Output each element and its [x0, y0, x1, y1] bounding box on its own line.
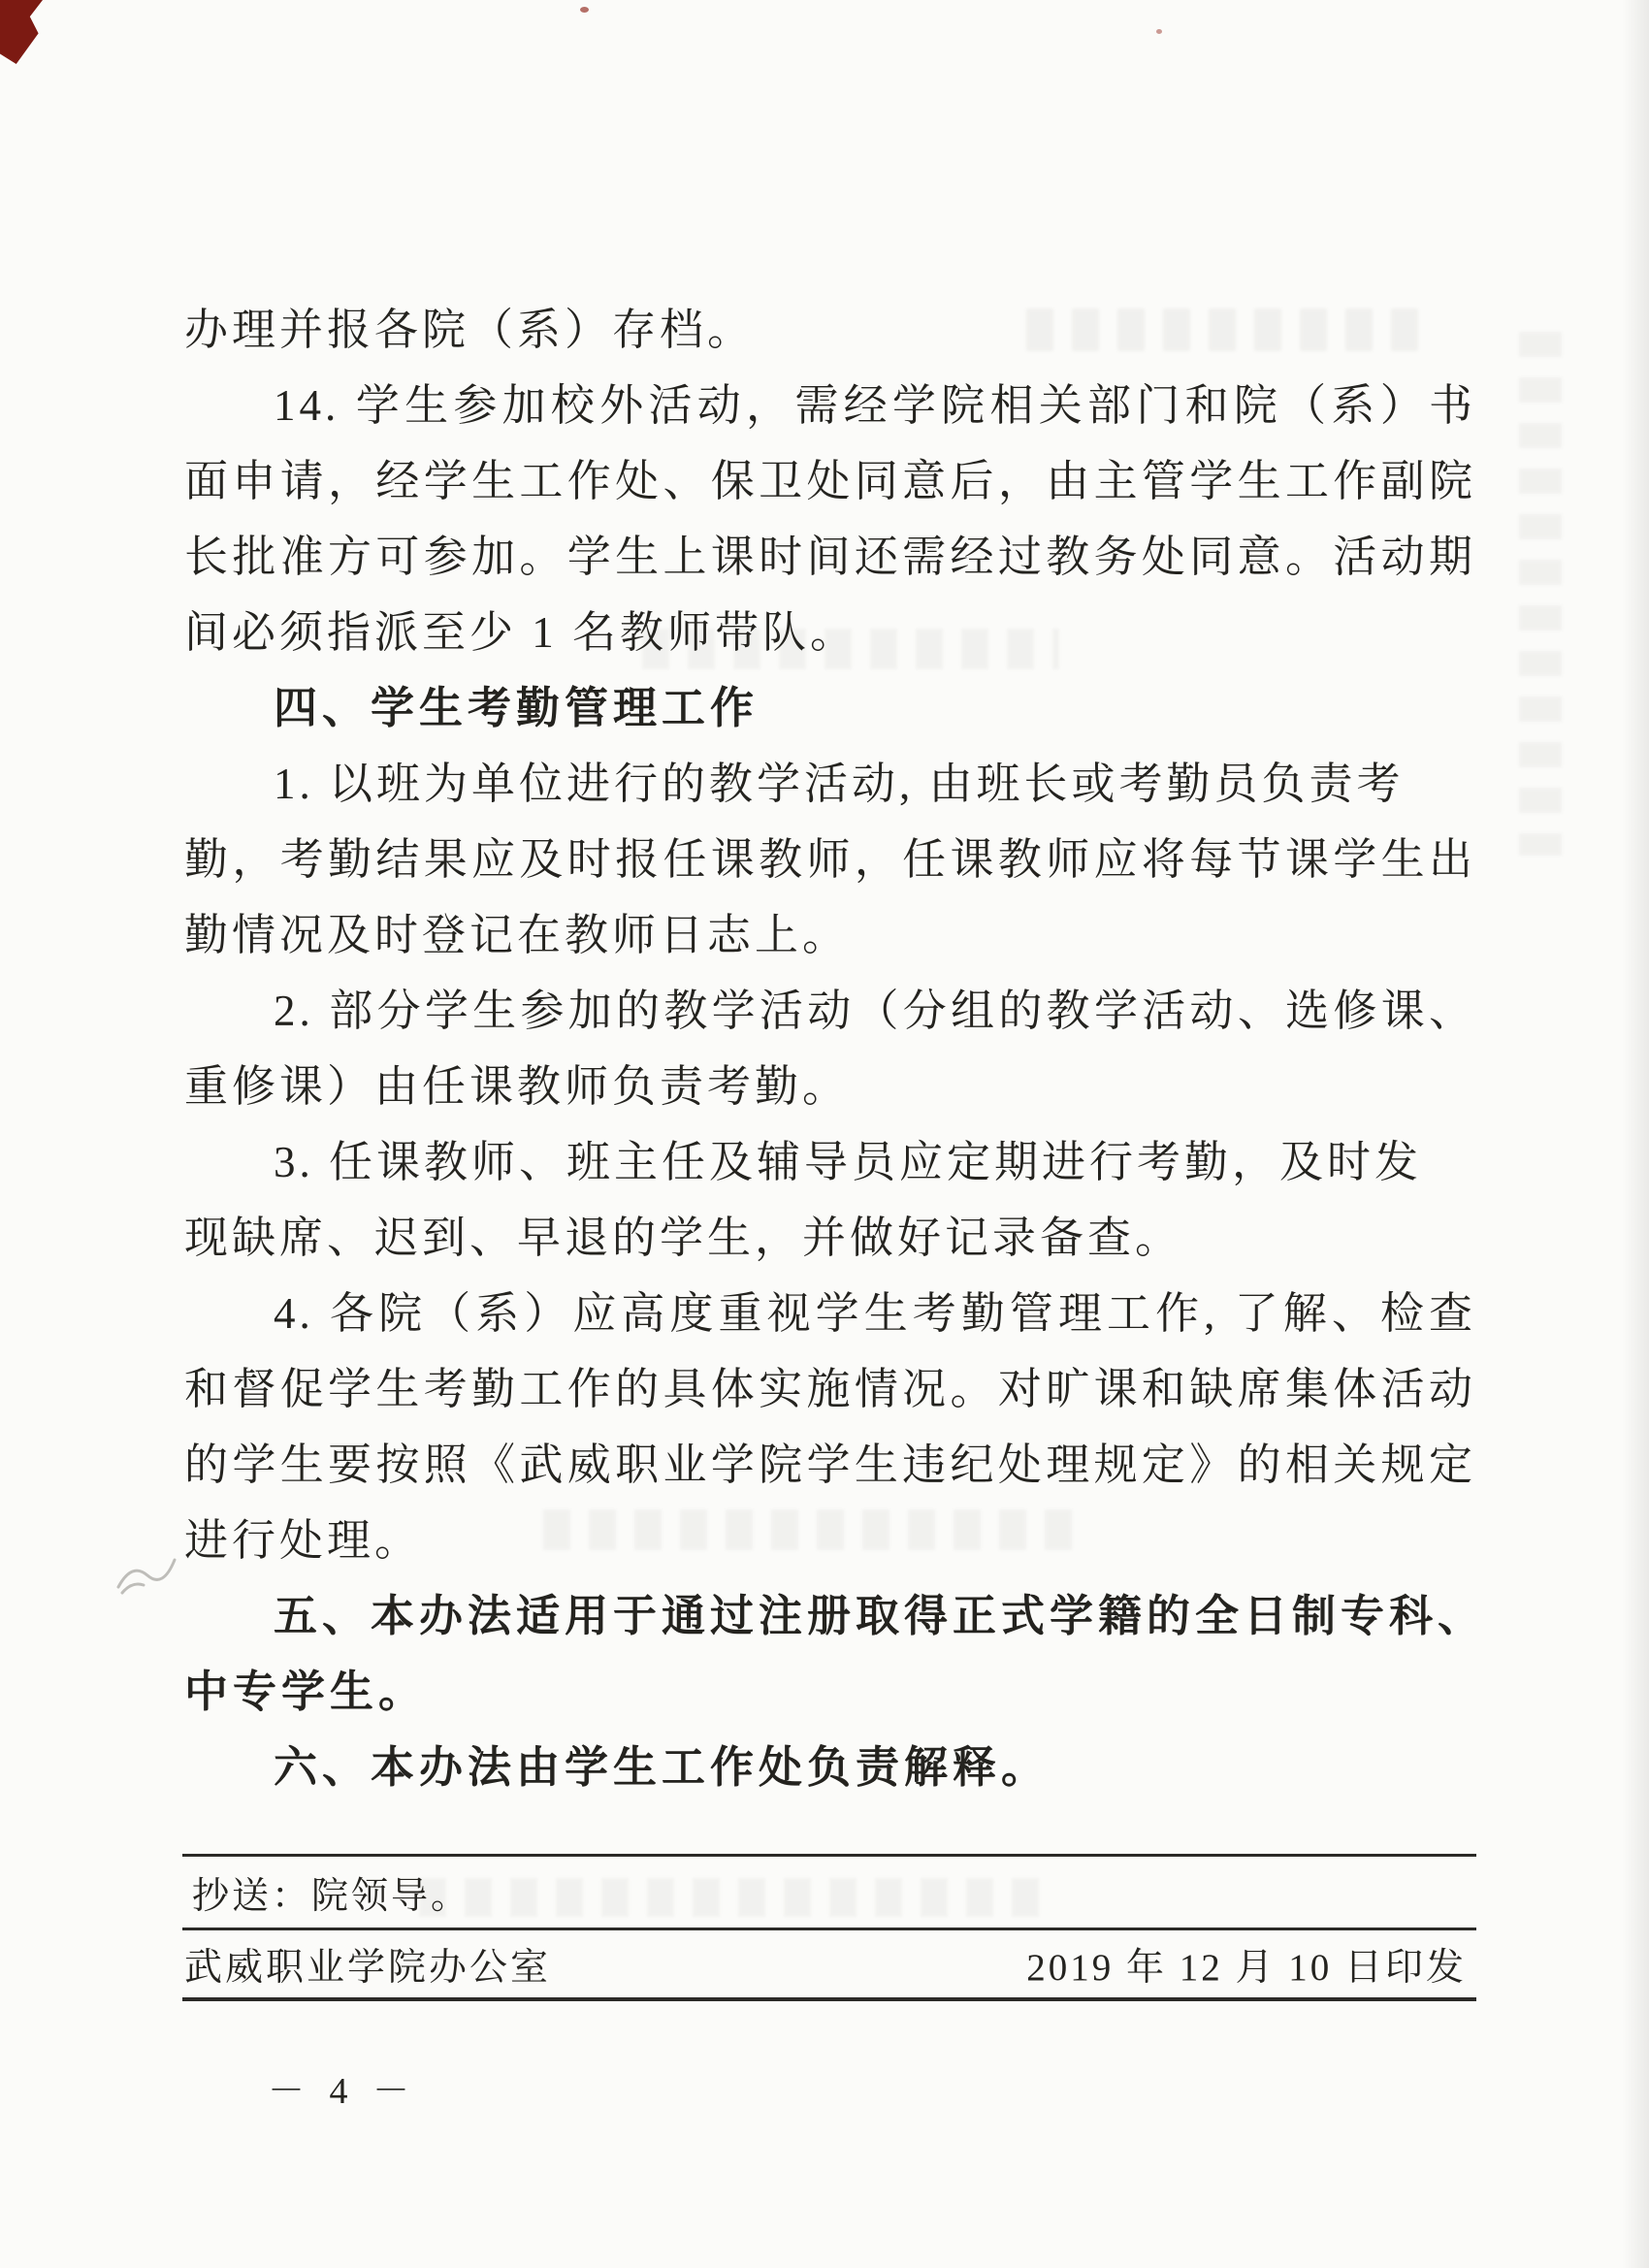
- doc-line: 面申请，经学生工作处、保卫处同意后，由主管学生工作副院: [184, 457, 1476, 505]
- copy-to-line: 抄送：院领导。: [192, 1876, 471, 1917]
- doc-line: 间必须指派至少 1 名教师带队。: [184, 608, 858, 657]
- doc-line: 长批准方可参加。学生上课时间还需经过教务处同意。活动期: [184, 533, 1476, 581]
- doc-line: 勤情况及时登记在教师日志上。: [184, 911, 851, 959]
- bleedthrough-ghost-text: [419, 1878, 1040, 1917]
- section-heading-5: 五、本办法适用于通过注册取得正式学籍的全日制专科、: [274, 1591, 1487, 1640]
- footer-divider-middle: [182, 1928, 1476, 1930]
- doc-line: 重修课）由任课教师负责考勤。: [184, 1062, 851, 1111]
- document-body: [184, 292, 1487, 1805]
- section-heading-6: 六、本办法由学生工作处负责解释。: [274, 1742, 1051, 1792]
- doc-line: 的学生要按照《武威职业学院学生违纪处理规定》的相关规定: [184, 1441, 1476, 1489]
- page-number: － 4 －: [268, 2071, 418, 2112]
- doc-line: 进行处理。: [184, 1516, 423, 1565]
- section-heading-5-continued: 中专学生。: [184, 1667, 428, 1716]
- doc-line: 现缺席、迟到、早退的学生，并做好记录备查。: [184, 1214, 1183, 1262]
- bleedthrough-ghost-text: [1519, 332, 1562, 856]
- footer-divider-bottom: [182, 1997, 1476, 2001]
- pencil-mark: [113, 1548, 184, 1603]
- scan-artifact-red-speck: [580, 7, 589, 13]
- doc-line: 和督促学生考勤工作的具体实施情况。对旷课和缺席集体活动: [184, 1365, 1476, 1413]
- doc-line: 2. 部分学生参加的教学活动（分组的教学活动、选修课、: [274, 987, 1476, 1035]
- footer-divider-top: [182, 1854, 1476, 1857]
- doc-line: 4. 各院（系）应高度重视学生考勤管理工作, 了解、检查: [274, 1289, 1476, 1338]
- issuing-office: 武威职业学院办公室: [184, 1947, 552, 1989]
- section-heading-4: 四、学生考勤管理工作: [274, 683, 760, 732]
- issuer-row: [184, 1941, 1467, 1995]
- doc-line: 1. 以班为单位进行的教学活动, 由班长或考勤员负责考: [274, 760, 1405, 808]
- doc-line: 3. 任课教师、班主任及辅导员应定期进行考勤，及时发: [274, 1138, 1423, 1186]
- print-date: 2019 年 12 月 10 日印发: [1026, 1947, 1467, 1989]
- scan-artifact-red-corner: [0, 0, 43, 64]
- scan-edge-shading: [1622, 0, 1649, 2268]
- doc-line: 办理并报各院（系）存档。: [184, 306, 756, 354]
- scan-artifact-red-speck: [1156, 29, 1162, 34]
- doc-line: 勤，考勤结果应及时报任课教师，任课教师应将每节课学生出: [184, 835, 1476, 884]
- doc-line: 14. 学生参加校外活动，需经学院相关部门和院（系）书: [274, 381, 1476, 430]
